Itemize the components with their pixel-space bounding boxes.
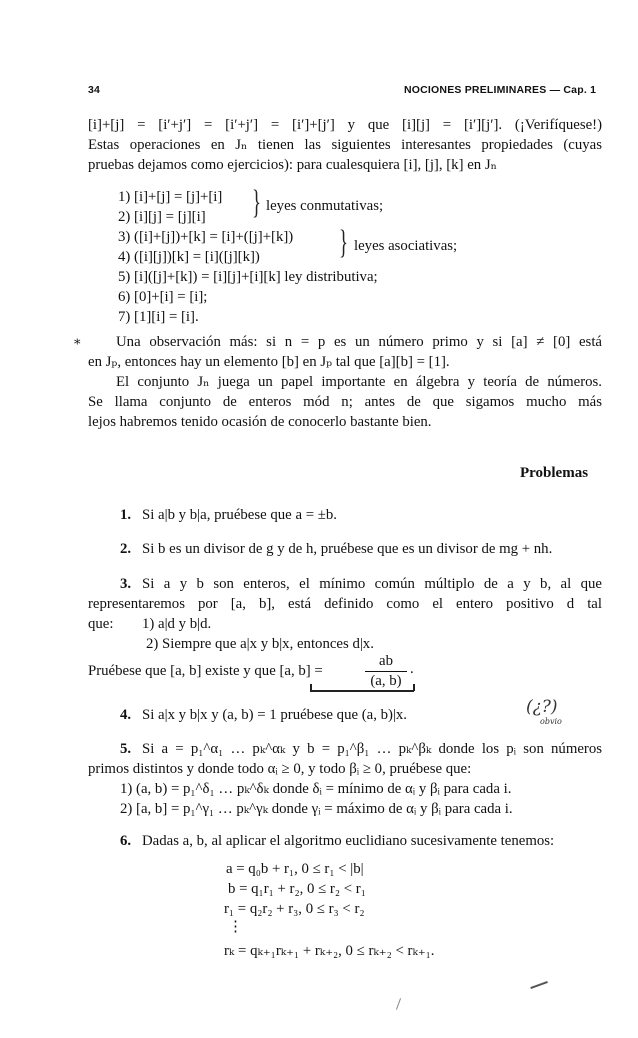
observation-line-5: lejos habremos tenido ocasión de conocerlo bastante bien. [88,414,432,430]
intro-line-2: Estas operaciones en Jₙ tienen las siguientes interesantes propiedades (cuyas [88,137,602,153]
pen-stroke-mark [530,981,547,989]
euclid-equation-1: a = q₀b + r₁, 0 ≤ r₁ < |b| [226,861,364,877]
euclid-equation-2: b = q₁r₁ + r₂, 0 ≤ r₂ < r₁ [228,881,366,897]
pen-underline-tick [413,684,415,691]
handwritten-note-small: obvio [540,717,562,726]
problems-title: Problemas [520,465,589,481]
property-item: 4) ([i][j])[k] = [i]([j][k]) [118,249,260,265]
problem-2-number: 2. [120,541,132,557]
problem-5-number: 5. [120,741,132,757]
problem-6-number: 6. [120,833,132,849]
euclid-dots: ⋮ [228,919,243,935]
observation-line-4: Se llama conjunto de enteros mód n; antes de que sigamos mucho más [88,394,602,410]
property-item: 1) [i]+[j] = [j]+[i] [118,189,223,205]
observation-line-3: El conjunto Jₙ juega un papel importante en álgebra y teoría de números. [116,374,602,390]
problem-4-number: 4. [120,707,132,723]
problem-5-line-1: Si a = p₁^α₁ … pₖ^αₖ y b = p₁^β₁ … pₖ^βₖ donde los pᵢ son números [142,741,602,757]
observation-line-1: Una observación más: si n = p es un número primo y si [a] ≠ [0] está [116,334,602,350]
observation-line-2: en Jₚ, entonces hay un elemento [b] en Jₚ tal que [a][b] = [1]. [88,354,450,370]
property-item: 5) [i]([j]+[k]) = [i][j]+[i][k] ley distributiva; [118,269,378,285]
problem-5-line-4: 2) [a, b] = p₁^γ₁ … pₖ^γₖ donde γᵢ = máximo de αᵢ y βᵢ para cada i. [120,801,513,817]
property-item: 6) [0]+[i] = [i]; [118,289,208,305]
pen-underline-tick [310,684,312,691]
problem-3-line-2: representaremos por [a, b], está definido como el entero positivo d tal [88,596,602,612]
page-number: 34 [88,84,101,96]
problem-1-number: 1. [120,507,132,523]
property-item: 3) ([i]+[j])+[k] = [i]+([j]+[k]) [118,229,294,245]
brace-associative: } [339,224,348,261]
commutative-label: leyes conmutativas; [266,198,384,214]
problem-3-number: 3. [120,576,132,592]
problem-3-line-5: Pruébese que [a, b] existe y que [a, b] = [88,663,323,679]
running-title: NOCIONES PRELIMINARES — Cap. 1 [404,84,597,96]
problem-4-text: Si a|x y b|x y (a, b) = 1 pruébese que (a, b)|x. [142,707,408,723]
problem-3-line-3b: 1) a|d y b|d. [142,616,212,632]
problem-3-line-4: 2) Siempre que a|x y b|x, entonces d|x. [146,636,374,652]
brace-commutative: } [252,184,261,221]
associative-label: leyes asociativas; [354,238,458,254]
fraction-period: . [410,661,414,677]
margin-star-mark: ⁎ [74,332,81,347]
problem-6-line-1: Dadas a, b, al aplicar el algoritmo euclidiano sucesivamente tenemos: [142,833,555,849]
pen-underline-mark [310,690,414,692]
problem-2-text: Si b es un divisor de g y de h, pruébese que es un divisor de mg + nh. [142,541,553,557]
problem-5-line-3: 1) (a, b) = p₁^δ₁ … pₖ^δₖ donde δᵢ = mínimo de αᵢ y βᵢ para cada i. [120,781,512,797]
problem-3-line-3a: que: [88,616,114,632]
problem-3-line-1: Si a y b son enteros, el mínimo común múltiplo de a y b, al que [142,576,602,592]
intro-line-3: pruebas dejamos como ejercicios): para cualesquiera [i], [j], [k] en Jₙ [88,157,498,173]
problem-1-text: Si a|b y b|a, pruébese que a = ±b. [142,507,337,523]
euclid-equation-4: rₖ = qₖ₊₁rₖ₊₁ + rₖ₊₂, 0 ≤ rₖ₊₂ < rₖ₊₁. [224,943,435,959]
fraction-numerator: ab [379,653,393,669]
pen-stroke-mark [396,998,401,1010]
problem-5-line-2: primos distintos y donde todo αᵢ ≥ 0, y todo βᵢ ≥ 0, pruébese que: [88,761,472,777]
handwritten-note: (¿?) [526,697,558,717]
property-item: 7) [1][i] = [i]. [118,309,199,325]
euclid-equation-3: r₁ = q₂r₂ + r₃, 0 ≤ r₃ < r₂ [224,901,365,917]
intro-line-1: [i]+[j] = [i′+j′] = [i′+j′] = [i′]+[j′] y que [i][j] = [i′][j′]. (¡Verifíquese!) [88,117,602,133]
fraction-denominator: (a, b) [370,673,402,689]
property-item: 2) [i][j] = [j][i] [118,209,206,225]
